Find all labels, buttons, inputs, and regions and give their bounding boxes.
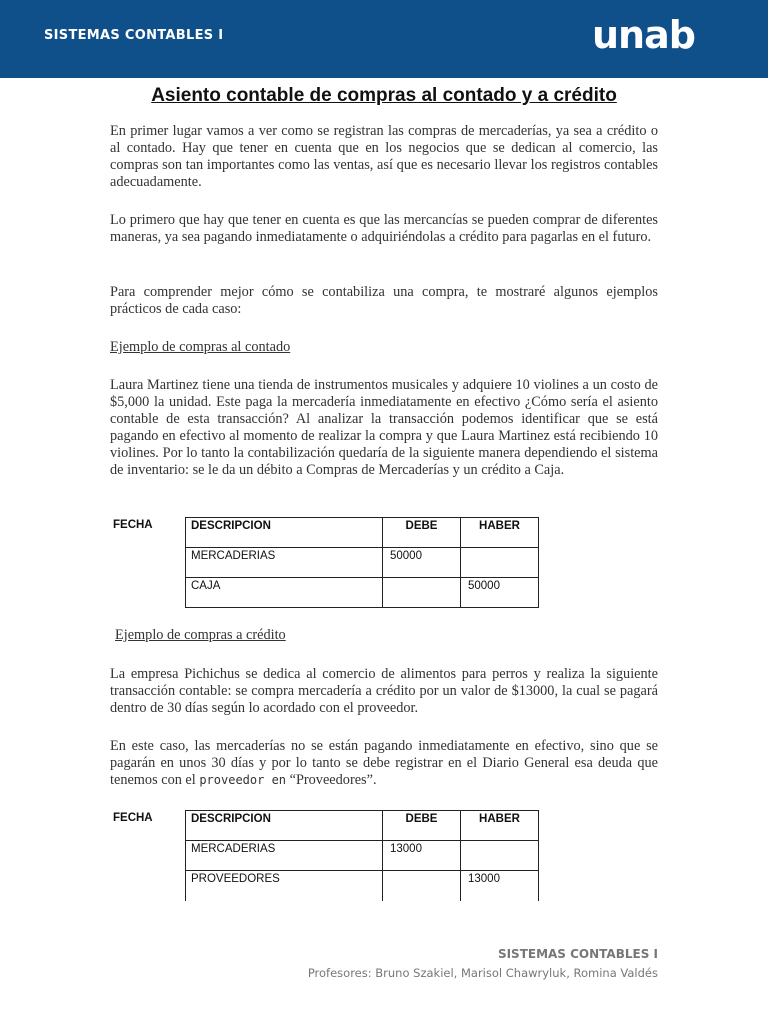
text-part: “Proveedores”. (286, 772, 377, 788)
row-desc: MERCADERIAS (186, 548, 383, 578)
page-title: Asiento contable de compras al contado y a crédito (151, 85, 617, 106)
journal-table-credit (185, 810, 539, 901)
text-part: En este caso, las mercaderías no se están pagando inmediatamente en efectivo, sino que se pagarán en unos 30 días y por lo tanto se debe registrar en el Diario General esa deuda que tenemos con el (110, 738, 658, 788)
journal-table-cash (185, 517, 539, 608)
footer-professors: Profesores: Bruno Szakiel, Marisol Chawryluk, Romina Valdés (307, 966, 658, 980)
table-row (186, 578, 539, 608)
row-debe (383, 578, 461, 608)
fecha-label-1: FECHA (113, 519, 153, 531)
fecha-label-2: FECHA (113, 812, 153, 824)
row-desc: PROVEEDORES (186, 871, 383, 901)
header-descripcion: DESCRIPCION (186, 518, 383, 548)
paragraph-credit-explanation (110, 738, 658, 789)
table-header-row (186, 811, 539, 841)
paragraph-credit-example: La empresa Pichichus se dedica al comercio de alimentos para perros y realiza la siguiente transacción contable: se compra mercadería a crédito por un valor de $13000, la cual se pagará dentro de 30 días según lo acordado con el proveedor. (110, 666, 658, 716)
paragraph-examples: Para comprender mejor cómo se contabiliza una compra, te mostraré algunos ejemplos prácticos de cada caso: (110, 284, 658, 317)
text-part-mono: proveedor en (199, 773, 287, 787)
row-haber: 50000 (461, 578, 539, 608)
row-haber (461, 841, 539, 871)
row-desc: MERCADERIAS (186, 841, 383, 871)
paragraph-cash-example: Laura Martinez tiene una tienda de instrumentos musicales y adquiere 10 violines a un costo de $5,000 la unidad. Este paga la mercadería inmediatamente en efectivo ¿Cómo sería el asiento contable de esta transacción? Al analizar la transacción podemos identificar que se está pagando en efectivo al momento de realizar la compra y que Laura Martinez está recibiendo 10 violines. Por lo tanto la contabilización quedaría de la siguiente manera dependiendo el sistema de inventario: se le da un débito a Compras de Mercaderías y un crédito a Caja. (110, 377, 658, 478)
header-banner (0, 0, 768, 78)
table-row (186, 548, 539, 578)
row-haber (461, 548, 539, 578)
course-name: SISTEMAS CONTABLES I (44, 28, 224, 43)
table-header-row (186, 518, 539, 548)
header-descripcion: DESCRIPCION (186, 811, 383, 841)
header-haber: HABER (461, 518, 539, 548)
subtitle-credit-example: Ejemplo de compras a crédito (115, 627, 286, 643)
header-debe: DEBE (383, 811, 461, 841)
unab-logo: unab (592, 13, 695, 57)
subtitle-cash-example: Ejemplo de compras al contado (110, 339, 291, 355)
table-row (186, 871, 539, 901)
row-debe: 50000 (383, 548, 461, 578)
row-debe: 13000 (383, 841, 461, 871)
footer-course: SISTEMAS CONTABLES I (497, 947, 658, 961)
row-desc: CAJA (186, 578, 383, 608)
header-haber: HABER (461, 811, 539, 841)
row-debe (383, 871, 461, 901)
header-debe: DEBE (383, 518, 461, 548)
paragraph-ways: Lo primero que hay que tener en cuenta es que las mercancías se pueden comprar de diferentes maneras, ya sea pagando inmediatamente o adquiriéndolas a crédito para pagarlas en el futuro. (110, 212, 658, 245)
row-haber: 13000 (461, 871, 539, 901)
table-row (186, 841, 539, 871)
paragraph-intro: En primer lugar vamos a ver como se registran las compras de mercaderías, ya sea a crédito o al contado. Hay que tener en cuenta que en los negocios que se dedican al comercio, las compras son tan importantes como las ventas, así que es necesario llevar los registros contables adecuadamente. (110, 123, 658, 190)
